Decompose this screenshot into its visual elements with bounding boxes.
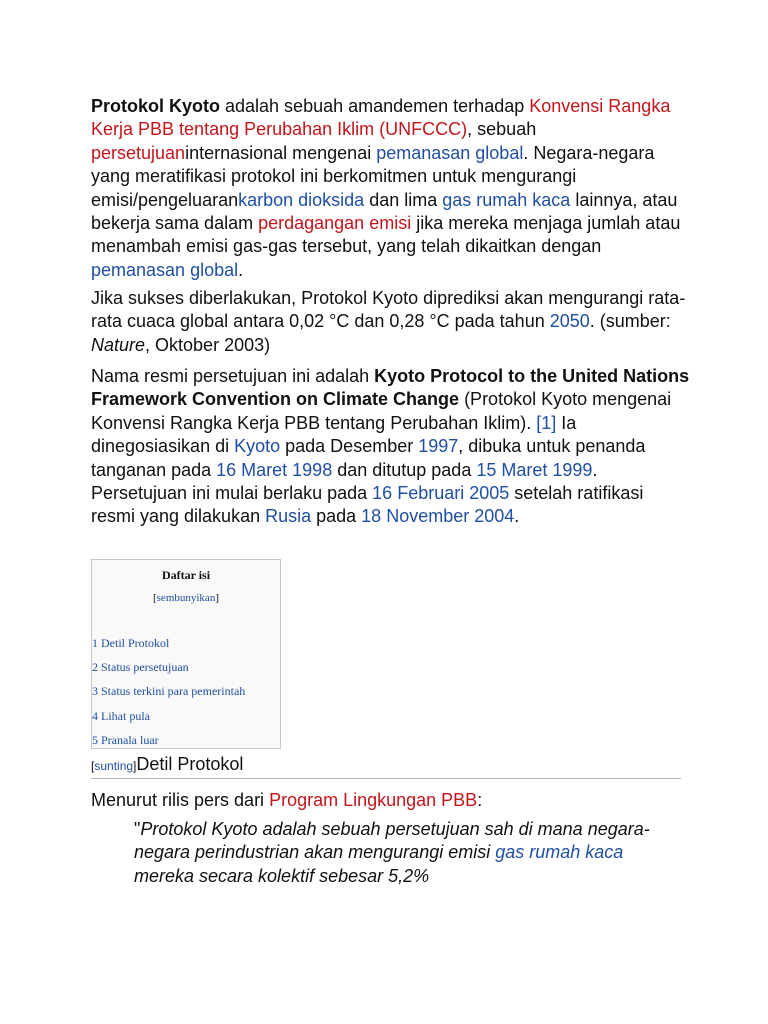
prediction-paragraph (91, 287, 691, 357)
toc-item-status-terkini[interactable]: 3 Status terkini para pemerintah (92, 684, 246, 699)
bracket: [ (152, 592, 157, 604)
text: lainnya, atau bekerja sama dalam (91, 189, 678, 234)
link-karbon-dioksida[interactable]: karbon dioksida (238, 189, 365, 210)
section-title: Detil Protokol (136, 754, 244, 774)
table-of-contents (91, 559, 281, 749)
source-nature: Nature (91, 334, 146, 355)
toc-list (92, 636, 245, 757)
toc-item-detil-protokol[interactable]: 1 Detil Protokol (92, 636, 170, 650)
link-gas-rumah-kaca-quote[interactable]: gas rumah kaca (495, 842, 624, 863)
edit-section-link[interactable]: sunting (94, 759, 134, 773)
link-unfccc[interactable]: Konvensi Rangka Kerja PBB tentang Perubahan Iklim (UNFCCC) (91, 96, 671, 140)
text: Nama resmi persetujuan ini adalah (91, 366, 375, 386)
link-gas-rumah-kaca[interactable]: gas rumah kaca (442, 189, 571, 210)
text: (Protokol Kyoto mengenai Konvensi Rangka Kerja PBB tentang Perubahan Iklim). (91, 389, 672, 433)
link-persetujuan[interactable]: persetujuan (91, 142, 186, 163)
text: mereka secara kolektif sebesar 5,2% (134, 865, 430, 886)
text: dan ditutup pada (332, 459, 477, 480)
link-kyoto[interactable]: Kyoto (234, 436, 281, 457)
press-release-paragraph (91, 789, 482, 812)
text: . (238, 259, 244, 280)
link-2050[interactable]: 2050 (549, 311, 590, 332)
text: pada (311, 506, 362, 527)
official-name: Kyoto Protocol to the United Nations Framework Convention on Climate Change (91, 366, 690, 410)
toc-toggle (92, 592, 280, 604)
quote-mark: " (134, 819, 141, 839)
link-1997[interactable]: 1997 (418, 436, 459, 457)
text: , Oktober 2003) (145, 334, 271, 355)
toc-item-lihat-pula[interactable]: 4 Lihat pula (92, 708, 150, 723)
blockquote (134, 818, 654, 888)
link-16-februari-2005[interactable]: 16 Februari 2005 (372, 483, 510, 504)
text: setelah ratifikasi resmi yang dilakukan (91, 483, 644, 527)
link-16-maret-1998[interactable]: 16 Maret 1998 (216, 459, 333, 480)
link-15-maret-1999[interactable]: 15 Maret 1999 (476, 459, 593, 480)
toc-item-status-persetujuan[interactable]: 2 Status persetujuan (92, 660, 189, 675)
bracket: [ (91, 759, 95, 773)
edit-section (91, 759, 136, 773)
text: . (sumber: (589, 311, 671, 332)
official-name-paragraph (91, 365, 691, 529)
toc-title: Daftar isi (161, 568, 211, 582)
text: . (514, 506, 520, 527)
intro-paragraph (91, 95, 691, 282)
link-pemanasan-global-2[interactable]: pemanasan global (91, 259, 239, 280)
text: internasional mengenai (185, 142, 377, 163)
text: Jika sukses diberlakukan, Protokol Kyoto diprediksi akan mengurangi rata-rata cuaca global antara 0,02 °C dan 0,28 °C pada tahun (91, 288, 686, 332)
text: : (477, 790, 483, 810)
text: jika mereka menjaga jumlah atau menambah emisi gas-gas tersebut, yang telah dikaitkan dengan (91, 213, 681, 257)
text: . Negara-negara yang meratifikasi protokol ini berkomitmen untuk mengurangi emisi/pengeluaran (91, 142, 655, 210)
text: pada Desember (280, 436, 419, 457)
text: . Persetujuan ini mulai berlaku pada (91, 459, 598, 504)
bracket: ] (215, 592, 219, 604)
reference-link-1[interactable]: [1] (536, 412, 557, 433)
link-18-november-2004[interactable]: 18 November 2004 (361, 506, 515, 527)
bracket: ] (133, 759, 137, 773)
text: dan lima (364, 189, 443, 210)
link-perdagangan-emisi[interactable]: perdagangan emisi (258, 213, 412, 234)
toc-item-pranala-luar[interactable]: 5 Pranala luar (92, 732, 159, 747)
text: adalah sebuah amandemen terhadap (220, 96, 530, 116)
text: , dibuka untuk penanda tanganan pada (91, 436, 646, 480)
toc-hide-link[interactable]: sembunyikan (156, 592, 216, 604)
text: Protokol Kyoto adalah sebuah persetujuan sah di mana negara-negara perindustrian akan mengurangi emisi (134, 819, 650, 863)
link-rusia[interactable]: Rusia (265, 506, 312, 527)
text: Ia dinegosiasikan di (91, 412, 577, 457)
text: , sebuah (467, 119, 537, 140)
link-pemanasan-global[interactable]: pemanasan global (376, 142, 524, 163)
link-program-lingkungan-pbb[interactable]: Program Lingkungan PBB (269, 790, 478, 810)
article-subject: Protokol Kyoto (91, 96, 220, 116)
text: Menurut rilis pers dari (91, 790, 270, 810)
section-heading (91, 754, 681, 779)
